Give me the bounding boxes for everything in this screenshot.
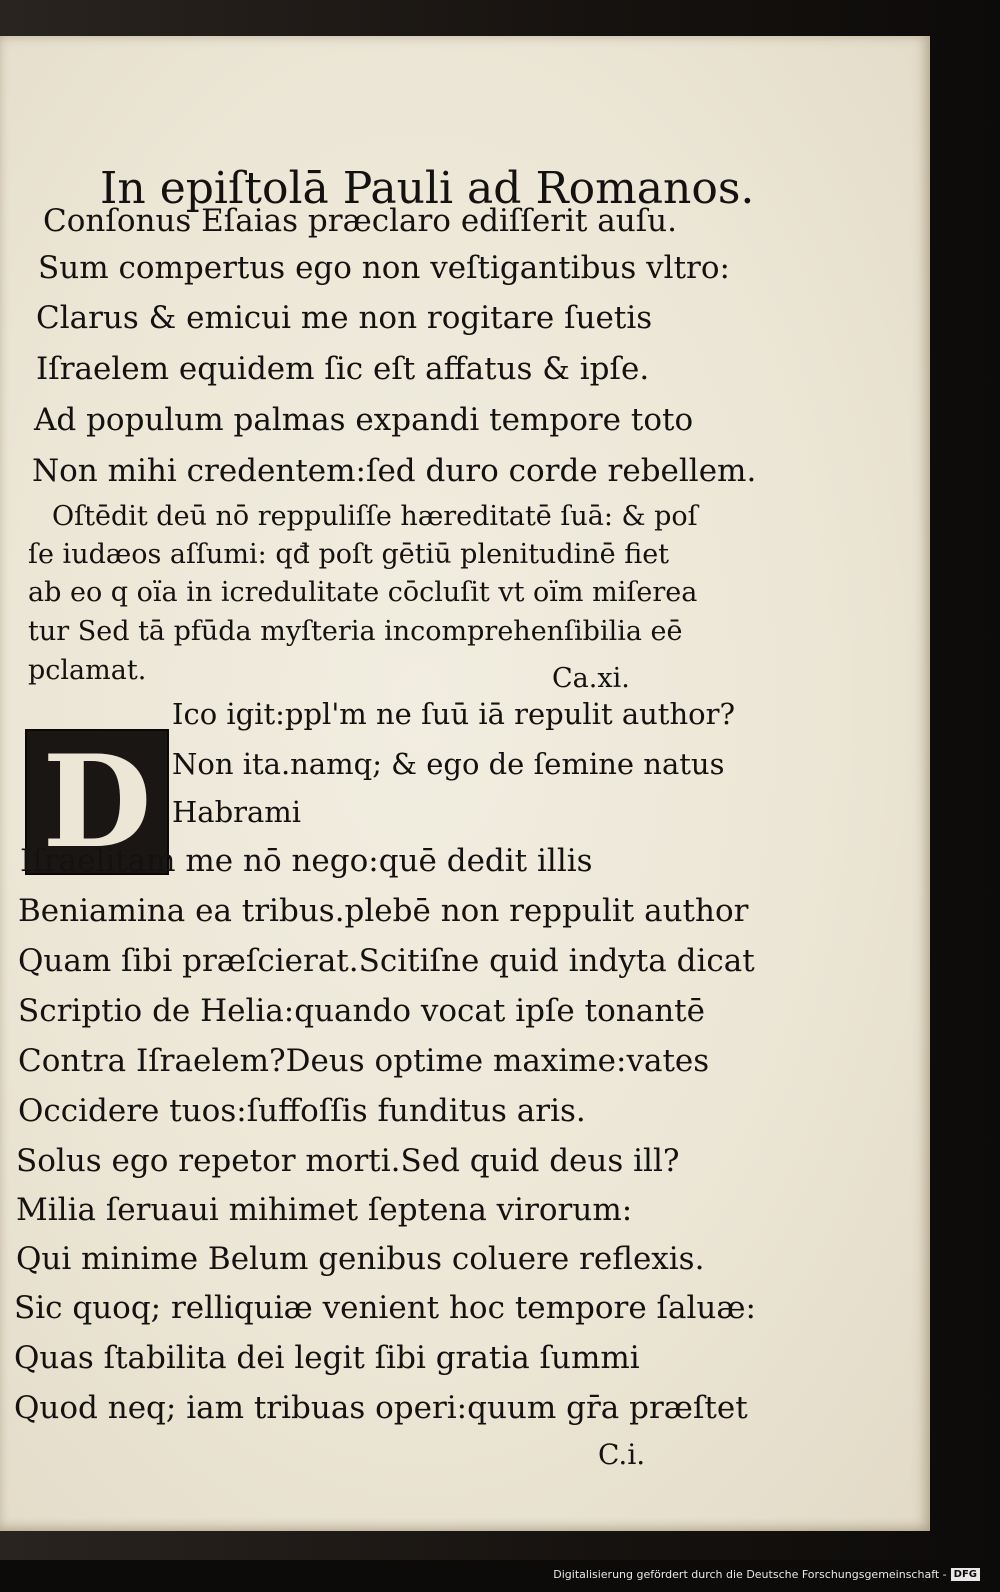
- verse-line: Scriptio de Helia:quando vocat ipſe tonantē: [18, 993, 705, 1029]
- page-title: In epiſtolā Pauli ad Romanos.: [100, 163, 755, 214]
- verse-line: Clarus & emicui me non rogitare ſuetis: [36, 300, 653, 336]
- verse-line: Iſraelitam me nō nego:quē dedit illis: [20, 843, 593, 879]
- initial-letter: D: [42, 729, 152, 875]
- dfg-logo: DFG: [951, 1568, 980, 1581]
- verse-line: Non mihi credentem:ſed duro corde rebellem.: [32, 453, 757, 489]
- verse-line: Non ita.namq; & ego de ſemine natus: [172, 747, 725, 781]
- verse-line: Beniamina ea tribus.plebē non reppulit author: [18, 893, 749, 929]
- verse-line: Qui minime Belum genibus coluere reflexis.: [16, 1241, 705, 1277]
- argument-line: ab eo q oïa in icredulitate cōcluſit vt oïm miſerea: [28, 577, 698, 608]
- book-page: [0, 36, 930, 1531]
- verse-line: Contra Iſraelem?Deus optime maxime:vates: [18, 1043, 710, 1079]
- verse-line: Habrami: [172, 795, 302, 829]
- verse-line: Solus ego repetor morti.Sed quid deus ill?: [16, 1143, 680, 1179]
- verse-line: Occidere tuos:ſuffoſſis funditus aris.: [18, 1093, 586, 1129]
- credit-text: Digitalisierung gefördert durch die Deutsche Forschungsgemeinschaft -: [553, 1568, 947, 1581]
- verse-line: Sic quoq; relliquiæ venient hoc tempore ſaluæ:: [14, 1290, 756, 1326]
- verse-line: Ico igit:ppl'm ne ſuū iā repulit author?: [172, 697, 736, 731]
- argument-line: pclamat.: [28, 655, 147, 686]
- verse-line: Iſraelem equidem ſic eſt affatus & ipſe.: [36, 351, 650, 387]
- argument-line: ſe iudæos aſſumi: qđ poſt gētiū plenitudinē fiet: [28, 539, 670, 570]
- verse-line: Quod neq; iam tribuas operi:quum gr̄a præſtet: [14, 1390, 748, 1426]
- verse-line: Quas ſtabilita dei legit ſibi gratia ſummi: [14, 1340, 640, 1376]
- verse-line: Milia ſeruaui mihimet ſeptena virorum:: [16, 1192, 633, 1228]
- verse-line: Ad populum palmas expandi tempore toto: [34, 402, 694, 438]
- chapter-label: Ca.xi.: [552, 663, 630, 694]
- signature-mark: C.i.: [598, 1438, 646, 1471]
- argument-line: Oſtēdit deū nō reppuliſſe hæreditatē ſuā: & poſ: [52, 501, 698, 532]
- verse-line: Conſonus Eſaias præclaro ediſſerit auſu.: [43, 203, 678, 239]
- verse-line: Quam ſibi præſcierat.Scitiſne quid indyta dicat: [18, 943, 755, 979]
- digitization-credit: [553, 1568, 980, 1581]
- verse-line: Sum compertus ego non veſtigantibus vltro:: [38, 250, 730, 286]
- argument-line: tur Sed tā pfūda myſteria incomprehenſibilia eē: [28, 616, 683, 647]
